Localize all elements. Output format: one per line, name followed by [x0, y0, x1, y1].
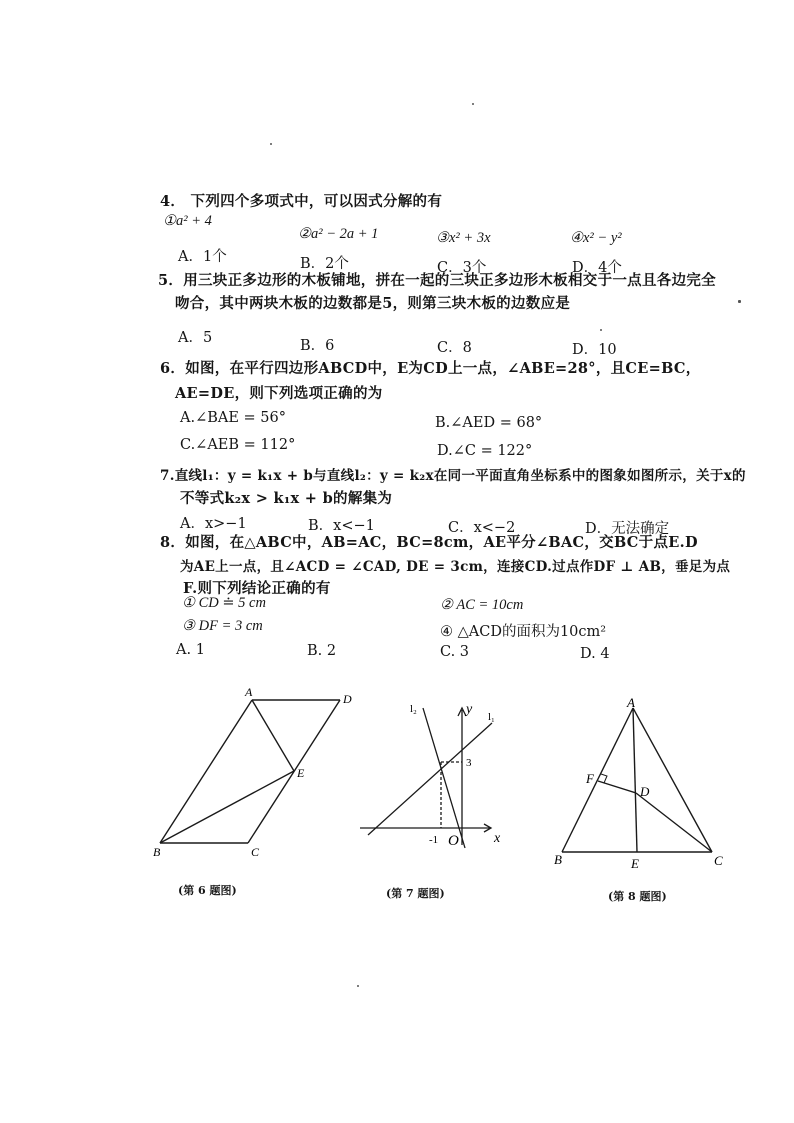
- q8-line-2: 为AE上一点，且∠ACD = ∠CAD, DE = 3cm，连接CD.过点作DF ⊥ AB，垂足为点: [180, 559, 731, 575]
- figure-7: [360, 708, 492, 848]
- fig6-segment-ba: [160, 700, 252, 843]
- fig6-label-e: E: [297, 766, 305, 780]
- fig7-label-neg1: -1: [429, 834, 439, 846]
- q6-option-d: D.∠C = 122°: [437, 443, 533, 459]
- fig7-label-l1: l₁: [488, 711, 495, 723]
- q8-option-c: C. 3: [440, 644, 470, 660]
- fig7-label-y: y: [466, 702, 473, 717]
- fig6-segment-be: [160, 771, 294, 843]
- q5-option-d: D．10: [572, 342, 617, 358]
- fig6-segment-ae: [252, 700, 294, 771]
- figure-6: [160, 700, 340, 843]
- q7-option-b: B．x<−1: [308, 518, 375, 534]
- fig7-label-origin: O: [448, 833, 459, 849]
- fig8-segment-ab: [562, 708, 633, 852]
- fig6-label-b: B: [153, 845, 161, 859]
- figure-8: [562, 708, 712, 852]
- q8-option-a: A. 1: [176, 642, 205, 658]
- fig8-segment-dc: [636, 793, 712, 852]
- q6-option-b: B.∠AED = 68°: [435, 415, 543, 431]
- q6-option-a: A.∠BAE = 56°: [180, 410, 287, 426]
- q5-option-b: B．6: [300, 338, 335, 354]
- q4-item-4: ④x² − y²: [570, 230, 622, 246]
- q8-item-2: ② AC = 10cm: [440, 597, 524, 613]
- q4-option-a: A．1个: [178, 249, 227, 265]
- q8-item-4: ④ △ACD的面积为10cm²: [440, 624, 607, 640]
- q7-line-2: 不等式k₂x > k₁x + b的解集为: [180, 490, 393, 507]
- fig7-caption: (第 7 题图): [386, 887, 445, 900]
- q4-item-3: ③x² + 3x: [436, 230, 491, 246]
- fig6-caption: (第 6 题图): [178, 884, 237, 897]
- fig8-label-f: F: [586, 771, 594, 786]
- fig7-label-l2: l₂: [410, 703, 417, 715]
- q7-option-c: C．x<−2: [448, 520, 516, 536]
- fig6-label-c: C: [251, 845, 260, 859]
- q7-option-a: A．x>−1: [180, 516, 247, 532]
- fig7-label-3: 3: [466, 757, 472, 769]
- q8-item-1: ① CD ≐ 5 cm: [182, 595, 266, 611]
- fig6-label-a: A: [245, 685, 253, 699]
- q8-line-1: 8．如图，在△ABC中，AB=AC，BC=8cm，AE平分∠BAC，交BC于点E.D: [160, 534, 698, 551]
- fig8-label-a: A: [627, 695, 635, 710]
- q5-option-c: C．8: [437, 340, 472, 356]
- q4-option-b: B．2个: [300, 256, 349, 272]
- fig8-segment-ac: [633, 708, 712, 852]
- q8-option-b: B. 2: [307, 643, 337, 659]
- fig7-line-l2: [423, 708, 465, 848]
- fig8-label-e: E: [631, 856, 639, 871]
- q8-item-3: ③ DF = 3 cm: [182, 618, 263, 634]
- fig8-caption: (第 8 题图): [608, 890, 667, 903]
- q5-line-1: 5．用三块正多边形的木板铺地，拼在一起的三块正多边形木板相交于一点且各边完全: [158, 272, 716, 289]
- fig7-label-x: x: [494, 831, 501, 846]
- q4-item-1: ①a² + 4: [163, 213, 212, 229]
- q8-option-d: D. 4: [580, 646, 610, 662]
- q6-option-c: C.∠AEB = 112°: [180, 437, 296, 453]
- q4-option-d: D．4个: [572, 260, 622, 276]
- q7-line-1: 7.直线l₁：y = k₁x + b与直线l₂：y = k₂x在同一平面直角坐标系中的图象如图所示，关于x的: [160, 468, 746, 484]
- fig8-label-c: C: [714, 853, 723, 868]
- q8-line-3: F.则下列结论正确的有: [183, 580, 331, 597]
- fig7-line-l1: [368, 723, 492, 835]
- q4-item-2: ②a² − 2a + 1: [298, 226, 379, 242]
- fig8-segment-ae: [633, 708, 637, 852]
- fig6-label-d: D: [343, 692, 352, 706]
- q7-option-d: D．无法确定: [585, 521, 670, 537]
- fig8-label-d: D: [640, 784, 650, 799]
- fig8-label-b: B: [554, 852, 562, 867]
- q6-line-2: AE=DE，则下列选项正确的为: [175, 385, 383, 402]
- q4-stem: 4． 下列四个多项式中，可以因式分解的有: [160, 193, 443, 210]
- q4-option-c: C．3个: [437, 260, 487, 276]
- q5-line-2: 吻合，其中两块木板的边数都是5，则第三块木板的边数应是: [175, 295, 571, 312]
- q6-line-1: 6．如图，在平行四边形ABCD中，E为CD上一点，∠ABE=28°，且CE=BC，: [160, 360, 701, 377]
- q5-option-a: A．5: [178, 330, 213, 346]
